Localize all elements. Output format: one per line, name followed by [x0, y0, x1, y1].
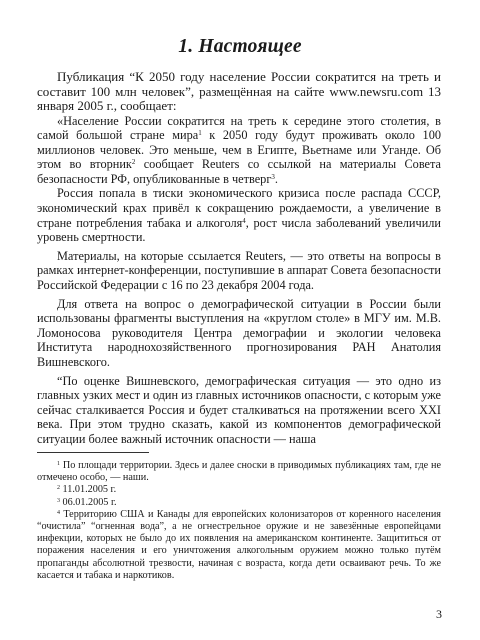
footnote-number: 1	[57, 461, 60, 467]
footnotes	[37, 460, 441, 582]
main-text	[37, 70, 441, 447]
footnote-ref-2: 2	[131, 158, 136, 167]
footnote-text: Территорию США и Канады для европейских колонизаторов от коренного населения “очистила” “огненная вода”, а не огнестрельное оружие и не завезённые европейцами инфекции, которых не было до их появления на американском континенте. Защититься от поражения населения и его уничтожения алкогольным оружием можно только путём пропаганды абсолютной трезвости, начиная с возраста, когда дети осваивают речь. То же касается и табака и наркотиков.	[37, 508, 441, 581]
footnote-separator	[37, 452, 149, 453]
footnote-text: 11.01.2005 г.	[60, 484, 117, 496]
quote-paragraph-4: Для ответа на вопрос о демографической ситуации в России были использованы фрагменты выступления на «круглом столе» в МГУ им. М.В. Ломоносова руководителя Центра демографии и экологии человека Института народнохозяйственного прогнозирования РАН Анатолия Вишневского.	[37, 296, 441, 369]
footnote-3	[37, 497, 441, 509]
footnote-2	[37, 484, 441, 496]
quote-paragraph-3: Материалы, на которые ссылается Reuters, — это ответы на вопросы в рамках интернет-конференции, поступившие в аппарат Совета безопасности Российской Федерации с 16 по 23 декабря 2004 года.	[37, 248, 441, 293]
intro-paragraph: Публикация “К 2050 году население России сократится на треть и составит 100 млн человек”, размещённая на сайте www.newsru.com 13 января 2005 г., сообщает:	[37, 69, 441, 113]
quote-paragraph-1	[37, 114, 441, 187]
section-heading: 1. Настоящее	[178, 36, 302, 57]
footnote-ref-1: 1	[198, 129, 202, 138]
footnote-text: 06.01.2005 г.	[60, 496, 117, 508]
footnote-number: 4	[57, 509, 60, 516]
quote-text: «Население России сократится на треть к середине этого столетия, в самой большой стране мира	[37, 113, 441, 143]
footnote-ref-3: 3	[271, 172, 275, 181]
quote-text: сообщает Reuters со ссылкой на материалы Совета безопасности РФ, опубликованные в четверг	[37, 157, 441, 186]
footnote-number: 2	[57, 485, 60, 492]
quote-text: Россия попала в тиски экономического кризиса после распада СССР, экономический крах привёл к сокращению рождаемости, а увеличение в стране потребления табака и алкоголя	[37, 186, 441, 230]
footnote-4	[37, 509, 441, 582]
quote-text: к 2050 году будут проживать около 100 миллионов человек. Это меньше, чем в Египте, Вьетнаме или Уганде. Об этом во вторник	[37, 128, 441, 172]
footnote-number: 3	[57, 497, 60, 504]
footnote-ref-4: 4	[242, 216, 246, 225]
footnote-1	[37, 460, 441, 484]
quote-paragraph-2	[37, 186, 441, 244]
footnote-text: По площади территории. Здесь и далее сноски в приводимых публикациях там, где не отмечено особо, — наши.	[37, 460, 441, 484]
quote-paragraph-5: “По оценке Вишневского, демографическая ситуация — это одно из главных узких мест и один из главных источников опасности, с которым уже сейчас сталкивается Россия и будет сталкиваться на протяжении всего XXI века. При этом трудно сказать, какой из компонентов демографической ситуации более важный источник опасности — наша	[37, 373, 441, 446]
quote-text: , рост числа заболеваний увеличили уровень смертности.	[37, 215, 441, 245]
quote-text: .	[274, 171, 278, 186]
page-number: 3	[436, 607, 442, 621]
